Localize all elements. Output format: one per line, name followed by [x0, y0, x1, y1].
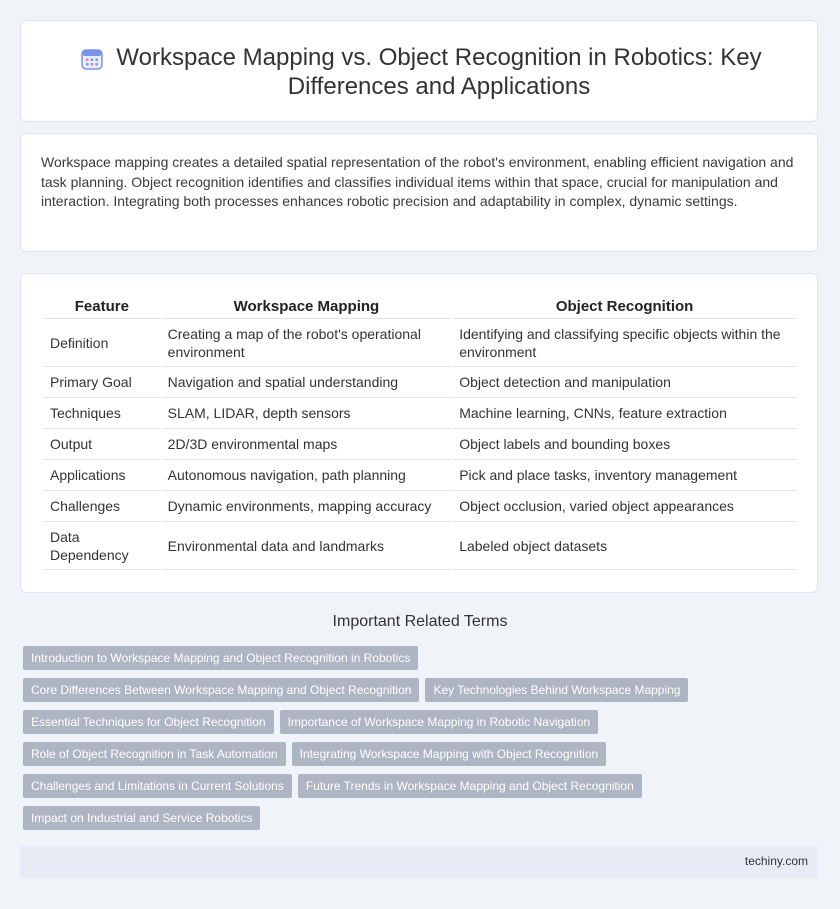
table-row — [44, 429, 796, 460]
column-header-object-recognition: Object Recognition — [453, 294, 796, 319]
object-recognition-cell: Labeled object datasets — [453, 522, 796, 570]
feature-cell: Primary Goal — [44, 367, 160, 398]
workspace-mapping-cell: 2D/3D environmental maps — [162, 429, 452, 460]
workspace-mapping-cell: Dynamic environments, mapping accuracy — [162, 491, 452, 522]
feature-cell: Challenges — [44, 491, 160, 522]
tag-row — [23, 646, 823, 670]
related-term-tag[interactable]: Core Differences Between Workspace Mapping and Object Recognition — [23, 678, 419, 702]
workspace-mapping-cell: Environmental data and landmarks — [162, 522, 452, 570]
feature-cell: Data Dependency — [44, 522, 160, 570]
tag-row — [23, 742, 823, 766]
column-header-workspace-mapping: Workspace Mapping — [162, 294, 452, 319]
comparison-table-card — [20, 273, 818, 593]
tag-row — [23, 806, 823, 830]
site-name[interactable]: techiny.com — [744, 854, 808, 868]
table-row — [44, 460, 796, 491]
object-recognition-cell: Object labels and bounding boxes — [453, 429, 796, 460]
page-title: Workspace Mapping vs. Object Recognition in Robotics: Key Differences and Applications — [116, 44, 762, 100]
feature-cell: Techniques — [44, 398, 160, 429]
feature-cell: Output — [44, 429, 160, 460]
related-term-tag[interactable]: Introduction to Workspace Mapping and Object Recognition in Robotics — [23, 646, 418, 670]
related-term-tag[interactable]: Essential Techniques for Object Recognition — [23, 710, 274, 734]
table-row — [44, 522, 796, 570]
object-recognition-cell: Object occlusion, varied object appearances — [453, 491, 796, 522]
tag-row — [23, 774, 823, 798]
object-recognition-cell: Machine learning, CNNs, feature extraction — [453, 398, 796, 429]
workspace-mapping-cell: Autonomous navigation, path planning — [162, 460, 452, 491]
object-recognition-cell: Pick and place tasks, inventory management — [453, 460, 796, 491]
related-terms-heading: Important Related Terms — [332, 613, 508, 630]
title-card — [20, 20, 818, 122]
feature-cell: Applications — [44, 460, 160, 491]
table-row — [44, 491, 796, 522]
tag-row — [23, 710, 823, 734]
object-recognition-cell: Identifying and classifying specific objects within the environment — [453, 319, 796, 367]
feature-cell: Definition — [44, 319, 160, 367]
related-term-tag[interactable]: Importance of Workspace Mapping in Robotic Navigation — [280, 710, 599, 734]
related-term-tag[interactable]: Impact on Industrial and Service Robotics — [23, 806, 260, 830]
intro-card — [20, 133, 818, 252]
comparison-table — [42, 294, 798, 570]
tag-row — [23, 678, 823, 702]
object-recognition-cell: Object detection and manipulation — [453, 367, 796, 398]
table-row — [44, 319, 796, 367]
related-term-tag[interactable]: Future Trends in Workspace Mapping and Object Recognition — [298, 774, 642, 798]
table-row — [44, 398, 796, 429]
workspace-mapping-cell: Creating a map of the robot's operational environment — [162, 319, 452, 367]
column-header-feature: Feature — [44, 294, 160, 319]
workspace-mapping-cell: SLAM, LIDAR, depth sensors — [162, 398, 452, 429]
intro-paragraph: Workspace mapping creates a detailed spatial representation of the robot's environment, enabling efficient navigation and task planning. Object recognition identifies and classifies individual items within that space, crucial for manipulation and interaction. Integrating both processes enhances robotic precision and adaptability in complex, dynamic settings. — [41, 154, 794, 209]
related-term-tag[interactable]: Role of Object Recognition in Task Automation — [23, 742, 286, 766]
related-term-tag[interactable]: Key Technologies Behind Workspace Mapping — [425, 678, 688, 702]
related-term-tag[interactable]: Challenges and Limitations in Current Solutions — [23, 774, 292, 798]
related-term-tag[interactable]: Integrating Workspace Mapping with Object Recognition — [292, 742, 607, 766]
workspace-mapping-cell: Navigation and spatial understanding — [162, 367, 452, 398]
table-header-row — [44, 294, 796, 319]
table-row — [44, 367, 796, 398]
related-terms-list — [23, 646, 823, 838]
footer — [20, 846, 818, 878]
